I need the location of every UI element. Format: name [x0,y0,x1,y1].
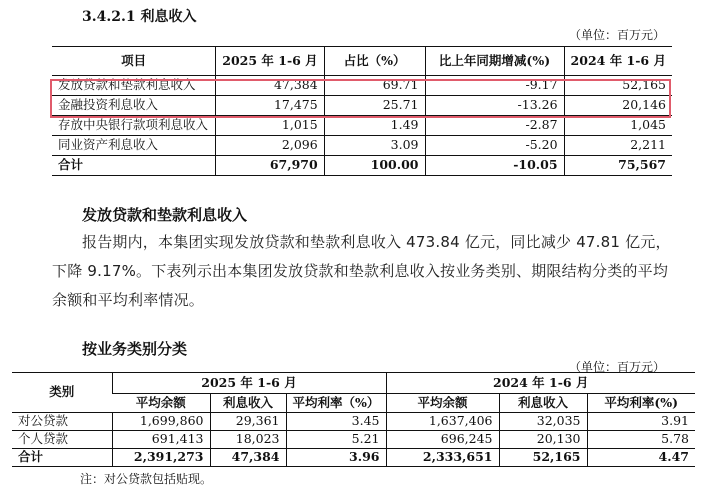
cell-share: 3.09 [324,136,425,156]
cell: 18,023 [210,431,286,449]
cell: 3.45 [286,413,386,431]
cell-share: 25.71 [324,96,425,116]
cell-2025: 47,384 [216,76,324,96]
unit-label-2: （单位：百万元） [568,360,665,374]
total-2025: 67,970 [216,156,324,176]
row-label: 对公贷款 [12,413,112,431]
header-yoy: 比上年同期增减(%) [425,47,564,76]
header-interest: 利息收入 [499,394,587,413]
cell: 5.21 [286,431,386,449]
cell: 2,391,273 [112,449,210,467]
header-avg-balance: 平均余额 [112,394,210,413]
cell: 20,130 [499,431,587,449]
cell-2024: 20,146 [564,96,672,116]
row-label: 发放贷款和垫款利息收入 [52,76,216,96]
cell-share: 69.71 [324,76,425,96]
unit-label: （单位：百万元） [568,28,665,42]
row-label: 存放中央银行款项利息收入 [52,116,216,136]
table-row [52,116,672,136]
cell: 3.91 [587,413,695,431]
cell-2024: 52,165 [564,76,672,96]
cell-2025: 17,475 [216,96,324,116]
cell-yoy: -5.20 [425,136,564,156]
subheading-loans: 发放贷款和垫款利息收入 [82,206,248,224]
header-avg-balance: 平均余额 [386,394,499,413]
header-period-2024: 2024 年 1-6 月 [386,373,695,394]
cell: 691,413 [112,431,210,449]
total-share: 100.00 [324,156,425,176]
total-label: 合计 [12,449,112,467]
header-category: 类别 [12,373,112,413]
table-row [52,136,672,156]
cell: 52,165 [499,449,587,467]
row-label: 金融投资利息收入 [52,96,216,116]
table-header-row [12,373,695,394]
header-share: 占比（%） [324,47,425,76]
subheading-by-category: 按业务类别分类 [82,340,188,358]
row-label: 同业资产利息收入 [52,136,216,156]
cell: 29,361 [210,413,286,431]
cell: 47,384 [210,449,286,467]
cell-yoy: -2.87 [425,116,564,136]
cell: 2,333,651 [386,449,499,467]
cell-2025: 1,015 [216,116,324,136]
cell: 4.47 [587,449,695,467]
table-total-row [52,156,672,176]
cell: 1,699,860 [112,413,210,431]
cell: 5.78 [587,431,695,449]
loan-category-table [12,372,695,467]
cell-yoy: -13.26 [425,96,564,116]
total-yoy: -10.05 [425,156,564,176]
total-label: 合计 [52,156,216,176]
total-2024: 75,567 [564,156,672,176]
footnote: 注：对公贷款包括贴现。 [80,472,213,486]
cell-yoy: -9.17 [425,76,564,96]
header-2025: 2025 年 1-6 月 [216,47,324,76]
cell-2024: 2,211 [564,136,672,156]
highlight-box [50,79,671,118]
table-row [12,413,695,431]
table-header-row [52,47,672,76]
table-total-row [12,449,695,467]
cell: 696,245 [386,431,499,449]
cell-2025: 2,096 [216,136,324,156]
section-title: 3.4.2.1 利息收入 [82,9,197,25]
header-interest: 利息收入 [210,394,286,413]
cell: 32,035 [499,413,587,431]
cell-share: 1.49 [324,116,425,136]
cell-2024: 1,045 [564,116,672,136]
header-avg-rate: 平均利率(%) [587,394,695,413]
table-subheader-row [12,394,695,413]
table-row [12,431,695,449]
header-item: 项目 [52,47,216,76]
header-avg-rate: 平均利率（%） [286,394,386,413]
header-period-2025: 2025 年 1-6 月 [112,373,386,394]
cell: 3.96 [286,449,386,467]
row-label: 个人贷款 [12,431,112,449]
header-2024: 2024 年 1-6 月 [564,47,672,76]
cell: 1,637,406 [386,413,499,431]
body-paragraph: 报告期内，本集团实现发放贷款和垫款利息收入 473.84 亿元，同比减少 47.81 亿元，下降 9.17%。下表列示出本集团发放贷款和垫款利息收入按业务类别、期限结构分类的平均余额和平均利率情况。 [52,233,671,309]
